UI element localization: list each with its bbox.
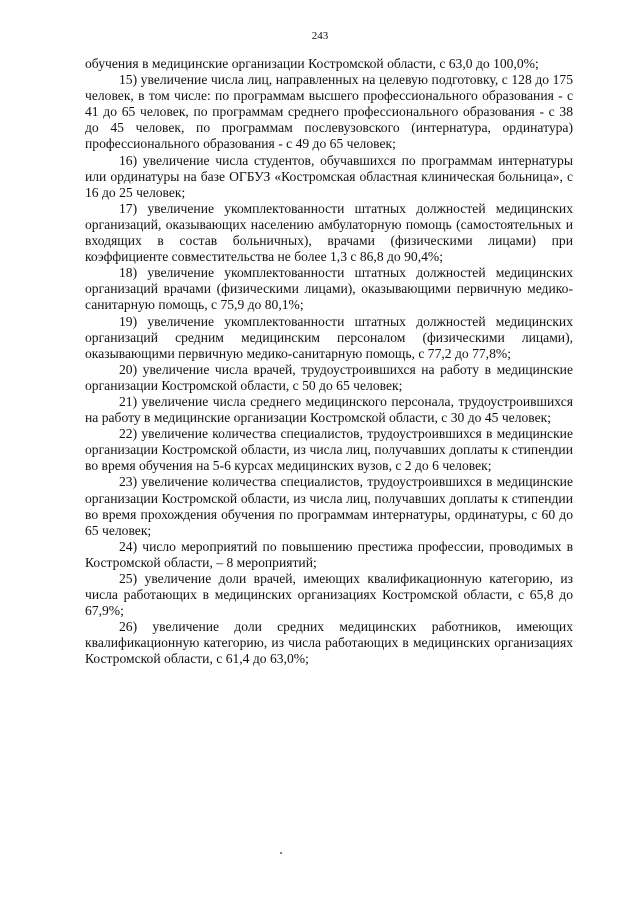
scan-speck [280, 852, 282, 854]
paragraph-item-22: 22) увеличение количества специалистов, трудоустроившихся в медицинские организации Костромской области, из числа лиц, получавших доплаты к стипендии во время обучения на 5-6 курсах медицинских вузов, с 2 до 6 человек; [85, 426, 573, 474]
paragraph-item-17: 17) увеличение укомплектованности штатных должностей медицинских организаций, оказывающих населению амбулаторную помощь (самостоятельных и входящих в состав больничных), врачами (физическими лицами) при коэффициенте совместительства не более 1,3 с 86,8 до 90,4%; [85, 200, 573, 265]
paragraph-item-25: 25) увеличение доли врачей, имеющих квалификационную категорию, из числа работающих в медицинских организациях Костромской области, с 65,8 до 67,9%; [85, 571, 573, 619]
document-body [85, 56, 573, 668]
paragraph-item-19: 19) увеличение укомплектованности штатных должностей медицинских организаций средним медицинским персоналом (физическими лицами), оказывающими первичную медико-санитарную помощь, с 77,2 до 77,8%; [85, 313, 573, 361]
page-number: 243 [311, 30, 329, 42]
paragraph-item-18: 18) увеличение укомплектованности штатных должностей медицинских организаций врачами (физическими лицами), оказывающими первичную медико-санитарную помощь, с 75,9 до 80,1%; [85, 265, 573, 313]
paragraph-item-26: 26) увеличение доли средних медицинских работников, имеющих квалификационную категорию, из числа работающих в медицинских организациях Костромской области, с 61,4 до 63,0%; [85, 619, 573, 667]
paragraph-item-24: 24) число мероприятий по повышению престижа профессии, проводимых в Костромской области, – 8 мероприятий; [85, 538, 573, 570]
paragraph-item-20: 20) увеличение числа врачей, трудоустроившихся на работу в медицинские организации Костромской области, с 50 до 65 человек; [85, 361, 573, 393]
paragraph-continuation: обучения в медицинские организации Костромской области, с 63,0 до 100,0%; [85, 56, 539, 71]
paragraph-item-16: 16) увеличение числа студентов, обучавшихся по программам интернатуры или ординатуры на базе ОГБУЗ «Костромская областная клиническая больница», с 16 до 25 человек; [85, 152, 573, 200]
paragraph-item-21: 21) увеличение числа среднего медицинского персонала, трудоустроившихся на работу в медицинские организации Костромской области, с 30 до 45 человек; [85, 393, 573, 426]
paragraph-item-23: 23) увеличение количества специалистов, трудоустроившихся в медицинские организации Костромской области, из числа лиц, получавших доплаты к стипендии во время прохождения обучения по программам интернатуры, ординатуры, с 60 до 65 человек; [85, 474, 573, 538]
paragraph-item-15: 15) увеличение числа лиц, направленных на целевую подготовку, с 128 до 175 человек, в том числе: по программам высшего профессионального образования - с 41 до 65 человек, по программам среднего профессионального образования - с 38 до 45 человек, по программам послевузовского (интернатура, ординатура) профессионального образования - с 49 до 65 человек; [85, 72, 573, 152]
